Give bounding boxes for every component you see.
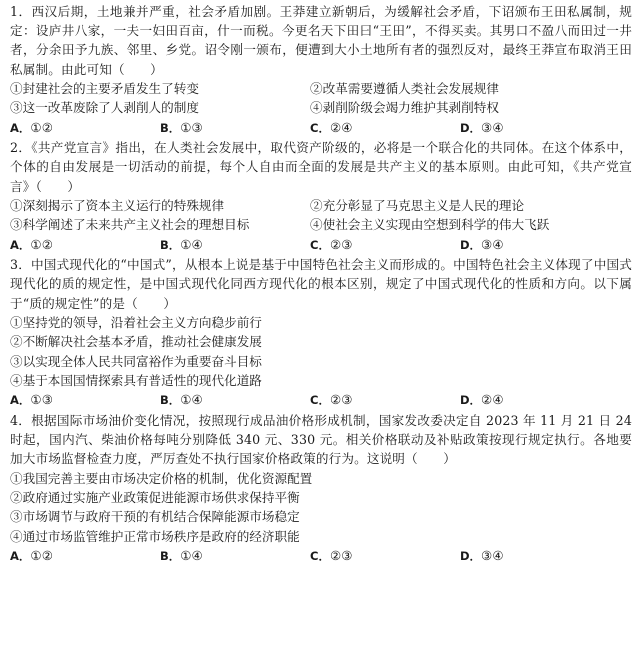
question-2-option-2: ②充分彰显了马克思主义是人民的理论 [310, 197, 525, 213]
question-4-answer-a: A．①② [10, 548, 53, 564]
question-3-answer-d: D．②④ [460, 392, 504, 408]
question-2-options [10, 196, 632, 235]
question-4-answer-d: D．③④ [460, 548, 504, 564]
question-2-answer-a: A．①② [10, 236, 53, 252]
question-1-option-2: ②改革需要遵循人类社会发展规律 [310, 80, 499, 96]
question-4-option-3: ③市场调节与政府干预的有机结合保障能源市场稳定 [10, 509, 300, 525]
question-4-answer-c: C．②③ [310, 548, 353, 564]
question-3-answers [10, 390, 632, 411]
question-2-answers [10, 235, 632, 256]
question-1-answer-c: C．②④ [310, 119, 353, 135]
question-4-options [10, 469, 632, 547]
question-1 [10, 2, 632, 138]
question-3 [10, 255, 632, 411]
question-1-option-1: ①封建社会的主要矛盾发生了转变 [10, 80, 199, 96]
question-1-answer-d: D．③④ [460, 119, 504, 135]
question-1-stem: 1．西汉后期，土地兼并严重，社会矛盾加剧。王莽建立新朝后，为缓解社会矛盾，下诏颁布王田私属制，规定：设庐井八家，一夫一妇田百亩，什一而税。今更名天下田曰“王田”，不得买卖。其男口不盈八而田过一井者，分余田予九族、邻里、乡党。诏令刚一颁布，便遭到大小土地所有者的强烈反对，最终王莽宣布取消王田私属制。由此可知（ ） [10, 4, 632, 77]
question-3-answer-b: B．①④ [160, 392, 203, 408]
question-3-option-4: ④基于本国国情探索具有普适性的现代化道路 [10, 373, 262, 389]
question-2-stem: 2．《共产党宣言》指出，在人类社会发展中，取代资产阶级的，必将是一个联合化的共同体。在这个体系中，个体的自由发展是一切活动的前提，每个人自由而全面的发展是共产主义的基本原则。由此可知，《共产党宣言》（ ） [10, 140, 632, 194]
question-3-option-3: ③以实现全体人民共同富裕作为重要奋斗目标 [10, 353, 262, 369]
question-1-option-3: ③这一改革废除了人剥削人的制度 [10, 100, 199, 116]
question-3-options [10, 313, 632, 391]
question-2-answer-d: D．③④ [460, 236, 504, 252]
question-2-option-1: ①深刻揭示了资本主义运行的特殊规律 [10, 197, 225, 213]
question-3-answer-c: C．②③ [310, 392, 353, 408]
question-1-options [10, 79, 632, 118]
question-4-answers [10, 546, 632, 567]
question-4 [10, 411, 632, 567]
question-3-option-1: ①坚持党的领导，沿着社会主义方向稳步前行 [10, 314, 262, 330]
question-1-answer-a: A．①② [10, 119, 53, 135]
question-2-answer-c: C．②③ [310, 236, 353, 252]
question-4-option-4: ④通过市场监管维护正常市场秩序是政府的经济职能 [10, 528, 300, 544]
question-4-option-2: ②政府通过实施产业政策促进能源市场供求保持平衡 [10, 490, 300, 506]
question-2 [10, 138, 632, 255]
question-4-answer-b: B．①④ [160, 548, 203, 564]
question-1-answers [10, 118, 632, 139]
question-1-answer-b: B．①③ [160, 119, 203, 135]
question-2-option-3: ③科学阐述了未来共产主义社会的理想目标 [10, 217, 250, 233]
question-1-option-4: ④剥削阶级会竭力维护其剥削特权 [310, 100, 499, 116]
question-2-answer-b: B．①④ [160, 236, 203, 252]
question-4-stem: 4．根据国际市场油价变化情况，按照现行成品油价格形成机制，国家发改委决定自 2023 年 11 月 21 日 24 时起，国内汽、柴油价格每吨分别降低 340 元、330 元。相关价格联动及补贴政策按现行规定执行。各地要加大市场监督检查力度，严厉查处不执行国家价格政策的行为。这说明（ ） [10, 413, 632, 467]
question-4-option-1: ①我国完善主要由市场决定价格的机制，优化资源配置 [10, 470, 313, 486]
question-2-option-4: ④使社会主义实现由空想到科学的伟大飞跃 [310, 217, 550, 233]
question-3-answer-a: A．①③ [10, 392, 53, 408]
question-3-stem: 3．中国式现代化的“中国式”，从根本上说是基于中国特色社会主义而形成的。中国特色社会主义体现了中国式现代化的质的规定性，是中国式现代化同西方现代化的根本区别，规定了中国式现代化的性质和方向。以下属于“质的规定性”的是（ ） [10, 257, 632, 311]
question-3-option-2: ②不断解决社会基本矛盾，推动社会健康发展 [10, 334, 262, 350]
